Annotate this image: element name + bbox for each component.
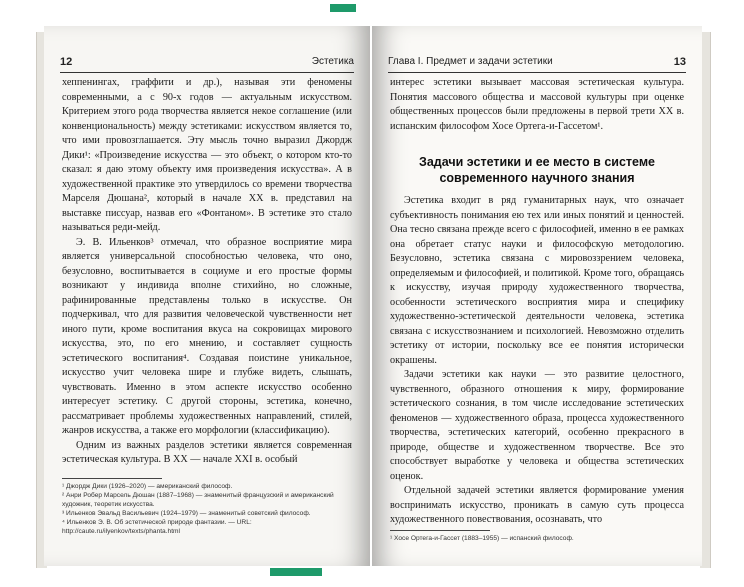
left-footnotes xyxy=(62,482,352,536)
paragraph: хеппенингах, граффити и др.), называя эти феномены современными, а с 90-х годов — актуальным искусством. Критерием этого рода творчества является некое соглашение (или конвенциональность) между эстетиками: искусством является то, что ими провозглашается. Эту мысль точно выразил Джордж Дики¹: «Произведение искусства — это объект, о котором кто-то сказал: я даю этому объекту имя произведения искусства». А в художественной практике это утвердилось со времени творчества Марселя Дюшана², который в начале XX в. представил на выставке писсуар, назвав его «Фонтаном». В эстетике это стало называться реди-мейд. xyxy=(62,77,352,233)
footnote: ¹ Джордж Дики (1926–2020) — американский философ. xyxy=(62,483,233,490)
paragraph: интерес эстетики вызывает массовая эстетическая культура. Понятия массового общества и массовой культуры при оценке общественных процессов были предложены в первой трети XX в. испанским философом Хосе Ортега-и-Гассетом¹. xyxy=(390,77,684,132)
footnote: ² Анри Робер Марсель Дюшан (1887–1968) — знаменитый французский и американский художник, теоретик искусства. xyxy=(62,492,334,508)
left-page-header xyxy=(60,44,354,73)
paragraph: Эстетика входит в ряд гуманитарных наук, что означает субъективность понимания ею тех или иных понятий и ценностей. Она тесно связана прежде всего с философией, именно в ее рамках она обретает статус науки и философскую методологию. Безусловно, эстетика связана с мировоззрением человека, определяемым и философией, и политикой. Кроме того, обращаясь к искусству, изучая природу художественного творчества, особенности эстетического восприятия мира и специфику художественно-эстетической деятельности человека, эстетика связана с искусствознанием и психологией. Невозможно отделить эстетику от истории, поскольку все ее понятия исторически окрашены. xyxy=(390,195,684,366)
footnote-rule xyxy=(62,478,162,479)
right-page-header xyxy=(388,44,686,73)
left-body-text xyxy=(62,76,352,468)
paragraph: Э. В. Ильенков³ отмечал, что образное восприятие мира является универсальной способностью человека, что оно, безусловно, воспитывается в социуме и его простые формы возникают у индивида вполне стихийно, но сложные, рафинированные представлены только в искусстве. Он подчеркивал, что для развития человеческой чувственности нет иного пути, кроме воспитания вкуса на сокровищах мирового искусства, это, по его мнению, и составляет сущность эстетического воспитания⁴. Создавая поистине уникальное, искусство учит человека шире и глубже видеть, слышать, чувствовать. Именно в этом аспекте искусство особенно интересует эстетику. С другой стороны, эстетика, конечно, рассматривает проблемы художественных направлений, стилей, жанров искусства, а также его морфологии (классификацию). xyxy=(62,236,352,436)
footnote: ⁴ Ильенков Э. В. Об эстетической природе фантазии. — URL: http://caute.ru/ilyenkov/texts/phanta.html xyxy=(62,519,252,535)
right-page xyxy=(372,26,702,566)
page-number: 13 xyxy=(673,56,686,68)
paragraph: Отдельной задачей эстетики является формирование умения воспринимать искусство, проникать в самую суть процесса художественного повествования, осознавать, что xyxy=(390,485,684,525)
running-head: Эстетика xyxy=(311,56,354,67)
page-number: 12 xyxy=(60,56,73,68)
paragraph: Одним из важных разделов эстетики является современная эстетическая культура. В XX — начале XXI в. особый xyxy=(62,439,352,465)
right-intro-text xyxy=(390,76,684,134)
footnote-rule xyxy=(390,530,490,531)
left-page xyxy=(44,26,370,566)
right-body-text xyxy=(390,194,684,528)
bookmark-ribbon-top xyxy=(330,4,356,12)
section-heading: Задачи эстетики и ее место в системе современного научного знания xyxy=(418,155,656,185)
bookmark-ribbon-bottom-left xyxy=(270,568,322,576)
running-head: Глава I. Предмет и задачи эстетики xyxy=(388,56,553,67)
paragraph: Задачи эстетики как науки — это развитие целостного, чувственного, образного отношения к миру, формирование эстетического сознания, в том числе исследование эстетических феноменов — художественного образа, процесса художественного творчества, эстетических категорий, особенно прекрасного в природе, обществе и художественном творчестве. Все это способствует выработке у человека и общества эстетических оценок. xyxy=(390,369,684,482)
footnote: ¹ Хосе Ортега-и-Гассет (1883–1955) — испанский философ. xyxy=(390,535,574,542)
right-footnotes xyxy=(390,534,684,543)
footnote: ³ Ильенков Эвальд Васильевич (1924–1979) — знаменитый советский философ. xyxy=(62,510,311,517)
